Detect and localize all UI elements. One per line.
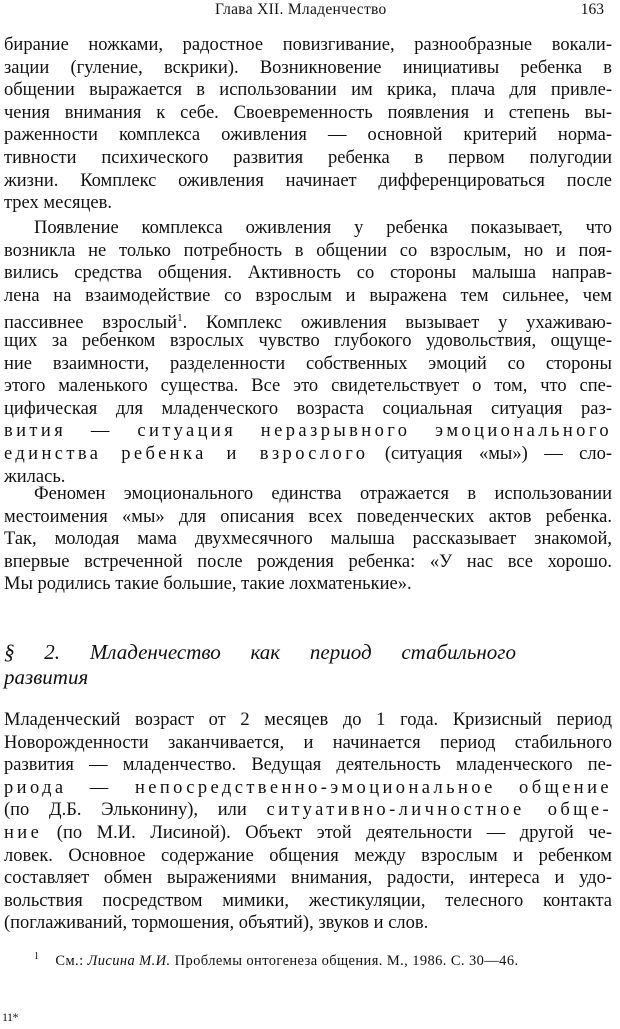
text-line: ловек. Основное содержание общения между взрослым и ребенком [4, 845, 612, 866]
text-line: этого маленького существа. Все это свидетельствует о том, что спе- [4, 376, 612, 397]
text-line: Младенческий возраст от 2 месяцев до 1 года. Кризисный период [4, 710, 612, 730]
page-number: 163 [580, 1, 604, 18]
text-line: составляет обмен выражениями внимания, радости, интереса и удо- [4, 868, 612, 889]
text-line: раженности комплекса оживления — основной критерий норма- [4, 125, 612, 146]
spaced-term: единства ребенка и взрослого [4, 443, 369, 464]
text-line: цифическая для младенческого возраста социальная ситуация раз- [4, 398, 612, 419]
text-line: Так, молодая мама двухмесячного малыша рассказывает знакомой, [4, 529, 612, 550]
text-line: бирание ножками, радостное повизгивание, разнообразные вокали- [4, 35, 612, 55]
footnote-prefix: См.: [55, 953, 88, 969]
text-line: вития — ситуация неразрывного эмоционального [4, 421, 612, 442]
text-line: местоимения «мы» для описания всех поведенческих актов ребенка. [4, 506, 612, 527]
text-fragment: (по М.И. Лисиной). Объект этой деятельности — другой че- [42, 822, 612, 843]
text-fragment: . Комплекс оживления вызывает у ухаживаю- [182, 313, 612, 334]
footnote [34, 951, 519, 970]
section-heading [4, 640, 516, 690]
footnote-text: Проблемы онтогенеза общения. М., 1986. С. 30—46. [170, 953, 519, 969]
chapter-title: Глава XII. Младенчество [215, 1, 387, 18]
text-line [4, 307, 612, 334]
footnote-ref: 1 [177, 312, 183, 325]
text-line [4, 443, 612, 466]
text-line: вились средства общения. Активность со стороны малыша направ- [4, 263, 612, 284]
paragraph-1 [4, 34, 612, 215]
spaced-term: ние [4, 822, 43, 843]
text-line: жизни. Комплекс оживления начинает дифференцироваться после [4, 170, 612, 191]
text-line: щих за ребенком взрослых чувство глубокого удовольствия, ощуще- [4, 330, 612, 351]
heading-line: развития [4, 665, 89, 689]
text-line: возникла не только потребность в общении со взрослым, но и поя- [4, 240, 612, 261]
paragraph-3 [4, 483, 612, 596]
footnote-author: Лисина М.И. [87, 953, 171, 969]
text-line: чения внимания к себе. Своевременность появления и степень вы- [4, 102, 612, 123]
text-fragment: пассивнее взрослый [4, 313, 178, 334]
paragraph-2 [4, 217, 612, 488]
text-line: вольствия посредством мимики, жестикуляции, телесного контакта [4, 890, 612, 911]
text-line [4, 822, 612, 845]
text-line: Появление комплекса оживления у ребенка показывает, что [34, 218, 612, 238]
paragraph-4 [4, 709, 612, 935]
heading-line: § 2. Младенчество как период стабильного [4, 640, 516, 664]
text-line: (поглаживаний, тормошения, объятий), звуков и слов. [4, 913, 429, 934]
footnote-marker: 1 [34, 951, 40, 962]
text-line: Феномен эмоционального единства отражается в использовании [34, 484, 612, 504]
text-line: тивности психического развития ребенка в первом полугодии [4, 147, 612, 168]
text-line: Мы родились такие большие, такие лохматенькие». [4, 574, 412, 595]
text-line [4, 799, 612, 822]
text-line: развития — младенчество. Ведущая деятельность младенческого пе- [4, 755, 612, 776]
text-line: риода — непосредственно-эмоциональное общение [4, 777, 612, 798]
text-line: трех месяцев. [4, 193, 112, 214]
text-line: впервые встреченной после рождения ребенка: «У нас все хорошо. [4, 551, 612, 572]
text-line: Новорожденности заканчивается, и начинается период стабильного [4, 732, 612, 753]
text-line: ние взаимности, разделенности собственных эмоций со стороны [4, 353, 612, 374]
text-line: общении выражается в использовании им крика, плача для привле- [4, 80, 612, 101]
text-fragment: (по Д.Б. Эльконину), или [4, 800, 267, 821]
text-line: лена на взаимодействие со взрослым и выражена тем сильнее, чем [4, 285, 612, 306]
text-line: жилась. [4, 466, 66, 487]
spaced-term: ситуативно-личностное обще- [266, 800, 612, 821]
running-header [0, 1, 620, 25]
signature-mark: 11* [2, 1010, 19, 1024]
text-line: зации (гуление, вскрики). Возникновение инициативы ребенка в [4, 57, 612, 78]
text-fragment: (ситуация «мы») — сло- [368, 443, 613, 464]
